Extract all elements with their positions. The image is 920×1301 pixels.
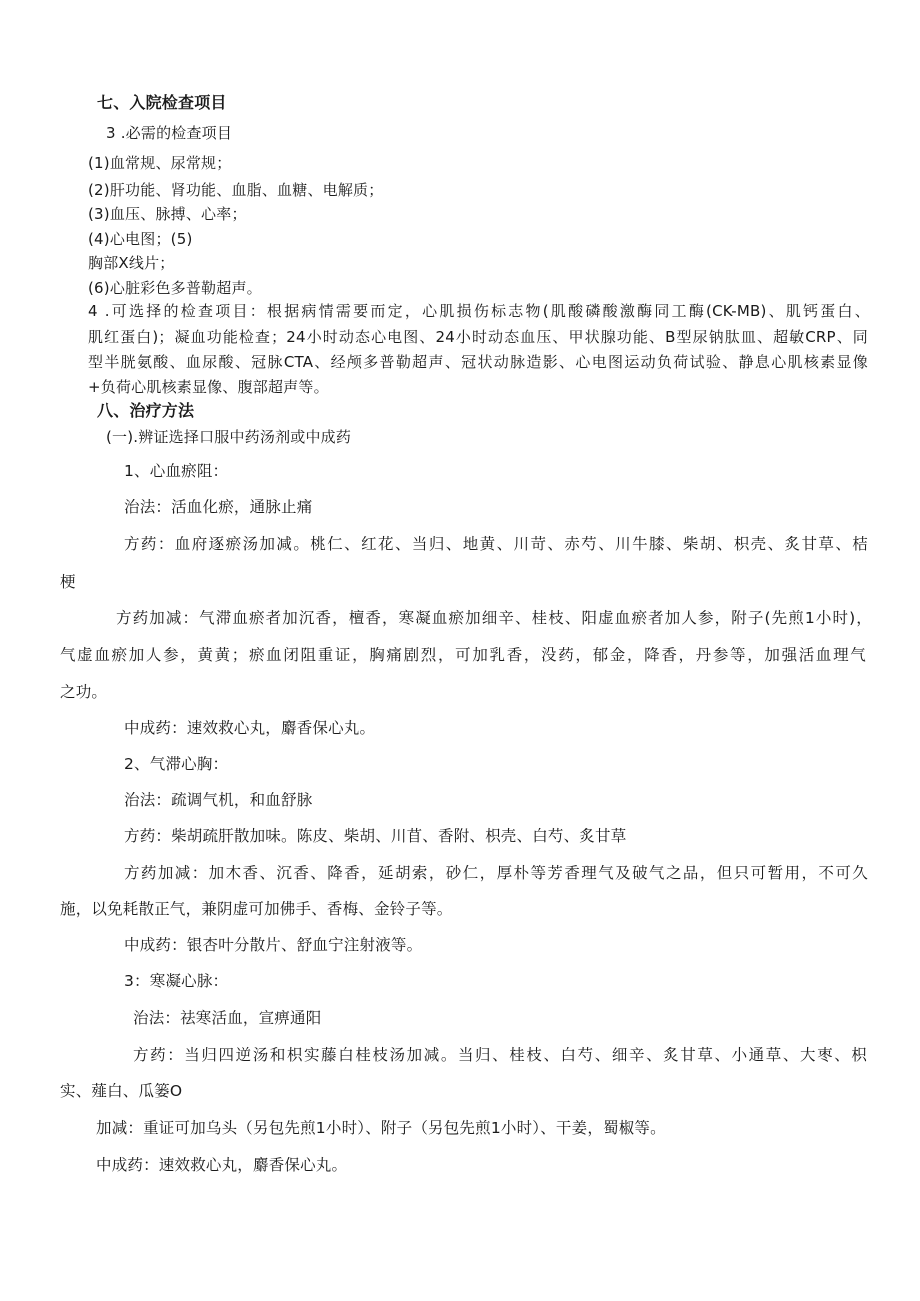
exam-line-3: (3)血压、脉搏、心率；: [88, 205, 247, 223]
type-2-name: 2、气滞心胸：: [124, 755, 229, 773]
type-2-formula: 方药：柴胡疏肝散加味。陈皮、柴胡、川苜、香附、枳壳、白芍、炙甘草: [124, 827, 627, 845]
optional-exam-line-2: 肌红蛋白)；凝血功能检查；24小时动态心电图、24小时动态血压、甲状腺功能、B型尿钠肽皿、超敏CRP、同: [88, 328, 868, 346]
type-3-formula-line-2: 实、薤白、瓜篓O: [60, 1082, 183, 1100]
optional-exam-line-4: +负荷心肌核素显像、腹部超声等。: [88, 378, 329, 396]
section-8-subtitle: (一).辨证选择口服中药汤剂或中成药: [106, 428, 352, 446]
type-1-method: 治法：活血化瘀，通脉止痛: [124, 498, 313, 516]
optional-exam-line-3: 型半胱氨酸、血尿酸、冠脉CTA、经颅多普勒超声、冠状动脉造影、心电图运动负荷试验、静息心肌核素显像: [88, 353, 868, 371]
type-3-formula-line-1: 方药：当归四逆汤和枳实藤白桂枝汤加减。当归、桂枝、白芍、细辛、炙甘草、小通草、大枣、枳: [133, 1046, 867, 1064]
type-1-name: 1、心血瘀阻：: [124, 462, 229, 480]
type-3-name: 3：寒凝心脉：: [124, 972, 229, 990]
type-2-modify-line-2: 施，以免耗散正气，兼阴虚可加佛手、香梅、金铃子等。: [60, 900, 453, 918]
exam-line-4: (4)心电图；(5): [88, 230, 193, 248]
type-3-method: 治法：祛寒活血，宣痹通阳: [133, 1009, 322, 1027]
exam-line-5: 胸部X线片；: [88, 254, 175, 272]
section-8-title: 八、治疗方法: [97, 401, 195, 420]
type-1-patent: 中成药：速效救心丸，麝香保心丸。: [124, 719, 376, 737]
section-7-item-3: 3 .必需的检查项目: [106, 124, 233, 142]
type-2-method: 治法：疏调气机，和血舒脉: [124, 791, 313, 809]
optional-exam-line-1: 4 .可选择的检查项目：根据病情需要而定，心肌损伤标志物(肌酸磷酸激酶同工酶(CK-MB)、肌钙蛋白、: [88, 302, 870, 320]
type-2-modify-line-1: 方药加减：加木香、沉香、降香，延胡索，砂仁，厚朴等芳香理气及破气之品，但只可暂用，不可久: [124, 864, 868, 882]
type-1-modify-line-3: 之功。: [60, 683, 108, 701]
type-1-modify-line-1: 方药加减：气滞血瘀者加沉香，檀香，寒凝血瘀加细辛、桂枝、阳虚血瘀者加人参，附子(先煎1小时)，: [116, 609, 872, 627]
exam-line-6: (6)心脏彩色多普勒超声。: [88, 279, 262, 297]
type-2-patent: 中成药：银杏叶分散片、舒血宁注射液等。: [124, 936, 423, 954]
exam-line-2: (2)肝功能、肾功能、血脂、血糖、电解质；: [88, 181, 384, 199]
type-1-formula-line-2: 梗: [60, 573, 76, 591]
exam-line-1: (1)血常规、尿常规；: [88, 154, 232, 172]
section-7-title: 七、入院检查项目: [97, 93, 227, 112]
type-3-patent: 中成药：速效救心丸，麝香保心丸。: [96, 1156, 348, 1174]
type-1-formula-line-1: 方药：血府逐瘀汤加减。桃仁、红花、当归、地黄、川苛、赤芍、川牛膝、柴胡、枳壳、炙甘草、桔: [124, 535, 868, 553]
type-3-modify: 加减：重证可加乌头（另包先煎1小时）、附子（另包先煎1小时）、干姜，蜀椒等。: [96, 1119, 666, 1137]
type-1-modify-line-2: 气虚血瘀加人参，黄黄；瘀血闭阻重证，胸痛剧烈，可加乳香，没药，郁金，降香，丹参等，加强活血理气: [60, 646, 866, 664]
